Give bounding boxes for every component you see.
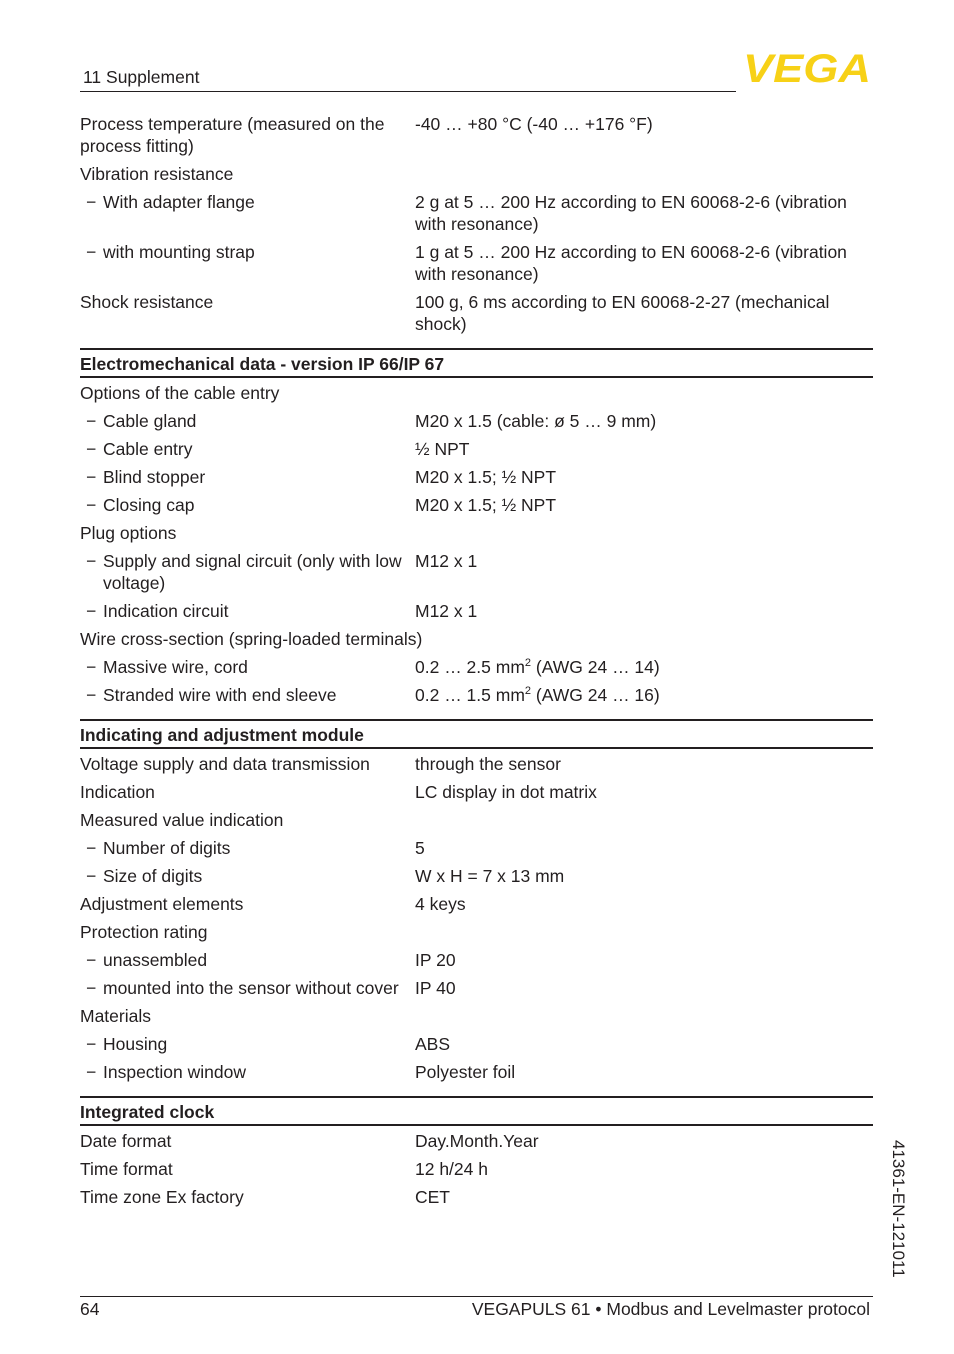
list-dash: −	[86, 495, 97, 515]
spec-value: 1 g at 5 … 200 Hz according to EN 60068-2-6 (vibration with resonance)	[415, 242, 847, 284]
list-dash: −	[86, 192, 97, 212]
spec-label: Vibration resistance	[80, 164, 234, 184]
spec-row	[80, 780, 873, 808]
spec-value	[415, 382, 873, 404]
spec-label: Inspection window	[103, 1062, 246, 1082]
section-header: 11 Supplement	[83, 67, 200, 87]
spec-row	[80, 836, 873, 864]
spec-label: Number of digits	[103, 838, 231, 858]
spec-row	[80, 808, 873, 836]
document-number: 41361-EN-121011	[889, 1140, 908, 1278]
spec-row	[80, 1185, 873, 1213]
spec-value: Day.Month.Year	[415, 1131, 539, 1151]
spec-row	[80, 381, 873, 409]
spec-value: LC display in dot matrix	[415, 782, 597, 802]
spec-label: Cable gland	[103, 411, 197, 431]
list-dash: −	[86, 467, 97, 487]
list-dash: −	[86, 411, 97, 431]
spec-table	[80, 112, 873, 1213]
list-dash: −	[86, 1034, 97, 1054]
list-dash: −	[86, 1062, 97, 1082]
spec-label: Cable entry	[103, 439, 193, 459]
spec-label: Date format	[80, 1131, 172, 1151]
footer-rule	[80, 1296, 873, 1297]
spec-row	[80, 290, 873, 340]
spec-value: M20 x 1.5; ½ NPT	[415, 467, 557, 487]
list-dash: −	[86, 439, 97, 459]
logo-text: VEGA	[743, 50, 871, 84]
spec-value: W x H = 7 x 13 mm	[415, 866, 565, 886]
spec-label: Time zone Ex factory	[80, 1187, 244, 1207]
header-rule	[80, 91, 736, 92]
list-dash: −	[86, 866, 97, 886]
spec-row	[80, 1157, 873, 1185]
spec-value: 0.2 … 1.5 $mm^2$ (AWG 24 … 16)	[415, 685, 660, 705]
spec-value: CET	[415, 1187, 450, 1207]
list-dash: −	[86, 551, 97, 571]
spec-row	[80, 948, 873, 976]
spec-row	[80, 162, 873, 190]
spec-value	[415, 1005, 873, 1027]
spec-value: 4 keys	[415, 894, 466, 914]
list-dash: −	[86, 838, 97, 858]
spec-label: Adjustment elements	[80, 894, 244, 914]
spec-value: M12 x 1	[415, 551, 478, 571]
spec-value: 2 g at 5 … 200 Hz according to EN 60068-2-6 (vibration with resonance)	[415, 192, 847, 234]
spec-row	[80, 465, 873, 493]
spec-row	[80, 240, 873, 290]
spec-value: -40 … +80 °C (-40 … +176 °F)	[415, 114, 653, 134]
spec-row	[80, 920, 873, 948]
spec-label: Massive wire, cord	[103, 657, 248, 677]
spec-label: Plug options	[80, 523, 177, 543]
spec-row	[80, 864, 873, 892]
spec-row	[80, 437, 873, 465]
list-dash: −	[86, 978, 97, 998]
list-dash: −	[86, 601, 97, 621]
spec-value: ABS	[415, 1034, 451, 1054]
spec-label: unassembled	[103, 950, 208, 970]
spec-value: 12 h/24 h	[415, 1159, 488, 1179]
spec-label: Size of digits	[103, 866, 203, 886]
spec-label: Wire cross-section (spring-loaded terminals)	[80, 629, 423, 649]
spec-row	[80, 1129, 873, 1157]
spec-value	[415, 522, 873, 544]
spec-label: with mounting strap	[103, 242, 255, 262]
page-number: 64	[80, 1299, 100, 1319]
spec-row	[80, 409, 873, 437]
list-dash: −	[86, 685, 97, 705]
spec-row	[80, 599, 873, 627]
spec-label: Materials	[80, 1006, 151, 1026]
spec-label: Time format	[80, 1159, 173, 1179]
spec-row	[80, 549, 873, 599]
spec-value	[415, 163, 873, 185]
spec-value: 5	[415, 838, 425, 858]
list-dash: −	[86, 950, 97, 970]
footer-title: VEGAPULS 61 • Modbus and Levelmaster protocol	[471, 1299, 870, 1319]
spec-label: Options of the cable entry	[80, 383, 280, 403]
spec-row	[80, 1032, 873, 1060]
section-heading: Electromechanical data - version IP 66/IP 67	[80, 348, 873, 378]
spec-label: Housing	[103, 1034, 168, 1054]
spec-value: 0.2 … 2.5 $mm^2$ (AWG 24 … 14)	[415, 657, 660, 677]
section-heading: Indicating and adjustment module	[80, 719, 873, 749]
spec-value: M20 x 1.5 (cable: ø 5 … 9 mm)	[415, 411, 657, 431]
section-heading: Integrated clock	[80, 1096, 873, 1126]
spec-value: Polyester foil	[415, 1062, 516, 1082]
spec-label: Stranded wire with end sleeve	[103, 685, 337, 705]
spec-value: M20 x 1.5; ½ NPT	[415, 495, 557, 515]
spec-row	[80, 521, 873, 549]
vega-logo	[742, 50, 872, 84]
spec-value: IP 20	[415, 950, 456, 970]
spec-row	[80, 1004, 873, 1032]
spec-label: Supply and signal circuit (only with low voltage)	[103, 551, 402, 593]
spec-label: Measured value indication	[80, 810, 284, 830]
spec-value: through the sensor	[415, 754, 561, 774]
spec-row	[80, 1060, 873, 1088]
spec-row	[80, 655, 873, 683]
list-dash: −	[86, 242, 97, 262]
spec-row	[80, 493, 873, 521]
spec-label: Protection rating	[80, 922, 208, 942]
spec-value: IP 40	[415, 978, 456, 998]
spec-label: Indication	[80, 782, 155, 802]
spec-label: mounted into the sensor without cover	[103, 978, 399, 998]
spec-label: Closing cap	[103, 495, 195, 515]
spec-label: Indication circuit	[103, 601, 229, 621]
spec-label: Blind stopper	[103, 467, 206, 487]
spec-row	[80, 752, 873, 780]
spec-row	[80, 976, 873, 1004]
spec-label: Shock resistance	[80, 292, 214, 312]
list-dash: −	[86, 657, 97, 677]
spec-row	[80, 683, 873, 711]
spec-value: 100 g, 6 ms according to EN 60068-2-27 (mechanical shock)	[415, 292, 830, 334]
spec-row	[80, 112, 873, 162]
spec-label: Voltage supply and data transmission	[80, 754, 370, 774]
spec-row	[80, 190, 873, 240]
spec-row	[80, 892, 873, 920]
spec-value	[415, 921, 873, 943]
spec-label: Process temperature (measured on the process fitting)	[80, 114, 385, 156]
spec-value	[415, 809, 873, 831]
spec-row	[80, 627, 873, 655]
spec-value: ½ NPT	[415, 439, 470, 459]
spec-label: With adapter flange	[103, 192, 255, 212]
spec-value: M12 x 1	[415, 601, 478, 621]
